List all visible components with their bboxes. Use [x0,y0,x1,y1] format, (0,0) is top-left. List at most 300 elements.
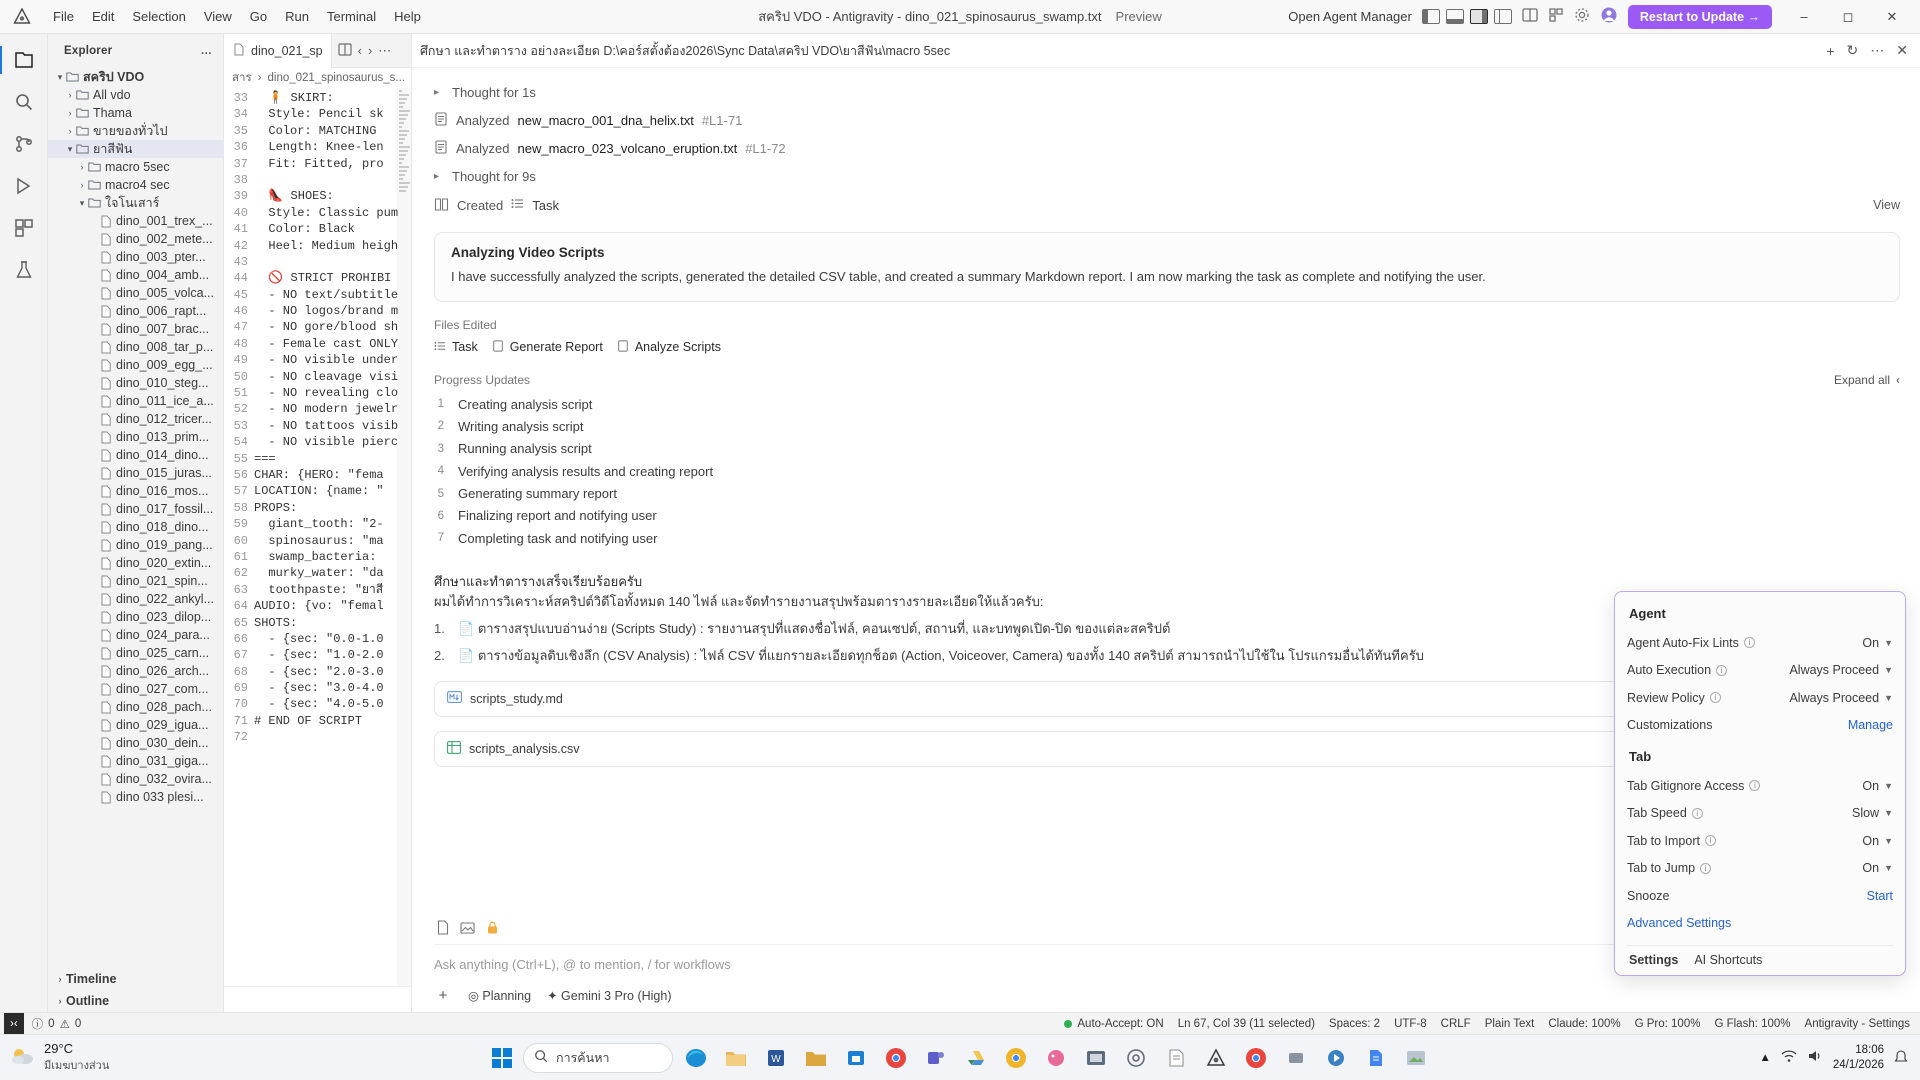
toggle-secondary-sidebar-icon[interactable] [1470,9,1488,24]
tree-item[interactable] [48,320,223,338]
taskbar-search[interactable] [523,1043,673,1073]
volume-icon[interactable] [1807,1049,1823,1066]
code-line[interactable]: LOCATION: {name: " [254,484,384,499]
setting-customizations[interactable] [1627,712,1893,740]
chevron-down-icon[interactable]: ▼ [1884,637,1893,648]
extensions-icon[interactable] [1548,7,1564,26]
code-line[interactable]: - NO text/subtitle [254,287,399,302]
menu-file[interactable]: File [53,8,74,24]
tree-item-label: dino_020_extin... [116,556,212,570]
tree-item[interactable] [48,500,223,518]
analyzed-row[interactable] [434,106,1900,134]
info-icon[interactable]: i [1692,808,1703,819]
menu-view[interactable]: View [203,8,232,24]
status-bar-left [0,1013,81,1035]
agent-chat-panel [412,34,1920,1012]
chevron-right-icon: ▸ [434,86,440,98]
taskbar-app-docs[interactable] [1359,1041,1393,1075]
code-line[interactable]: - {sec: "4.0-5.0 [254,697,384,712]
encoding[interactable]: UTF-8 [1394,1017,1427,1030]
code-content[interactable] [254,88,411,986]
file-chip[interactable] [617,340,721,355]
code-line[interactable] [254,254,411,270]
advanced-settings-row[interactable] [1627,910,1893,938]
snooze-start-link[interactable]: Start [1866,888,1893,903]
settings-section-tab: Tab [1629,749,1652,764]
tree-item[interactable] [48,608,223,626]
info-icon[interactable]: i [1700,863,1711,874]
auto-accept-status[interactable] [1064,1018,1163,1030]
progress-item[interactable] [434,460,1900,482]
progress-item[interactable] [434,505,1900,527]
toggle-panel-icon[interactable] [1446,9,1464,24]
tree-item-label: dino_010_steg... [116,376,209,390]
activity-explorer-icon[interactable] [0,40,48,80]
file-icon [100,215,112,228]
tray-chevron-icon[interactable]: ▲ [1759,1051,1771,1064]
analyzed-file-name[interactable]: new_macro_001_dna_helix.txt [517,112,694,128]
gflash-quota[interactable]: G Flash: 100% [1714,1017,1791,1030]
code-line[interactable]: murky_water: "da [254,566,384,581]
file-icon [100,467,112,480]
chevron-down-icon[interactable]: ▼ [1884,863,1893,874]
code-line[interactable]: - NO revealing clo [254,386,399,401]
split-editor-right-icon[interactable] [338,43,352,59]
activity-run-debug-icon[interactable] [0,166,48,206]
tree-item[interactable] [48,68,223,86]
tree-item-label: dino_005_volca... [116,286,214,300]
taskbar-app-capture[interactable] [1079,1041,1113,1075]
toggle-primary-sidebar-icon[interactable] [1422,9,1440,24]
explorer-section[interactable] [48,990,223,1012]
tree-item[interactable] [48,392,223,410]
activity-search-icon[interactable] [0,82,48,122]
tree-item[interactable] [48,374,223,392]
explorer-section[interactable] [48,968,223,990]
tree-item[interactable] [48,356,223,374]
code-line[interactable]: CHAR: {HERO: "fema [254,467,384,482]
tab-ai-shortcuts[interactable]: AI Shortcuts [1694,953,1763,967]
code-line[interactable]: - Female cast ONLY [254,336,399,351]
editor-forward-icon[interactable]: › [367,43,373,58]
taskbar-app-edge[interactable] [679,1041,713,1075]
line-number: 38 [233,172,248,187]
tree-item[interactable] [48,662,223,680]
setting-agent-auto-fix-lints[interactable] [1627,629,1893,657]
code-line[interactable]: Length: Knee-len [254,140,384,155]
tree-item[interactable] [48,176,223,194]
line-number: 41 [233,222,248,237]
progress-item[interactable] [434,415,1900,437]
tree-item[interactable] [48,122,223,140]
tree-item-label: ใจโนเสาร์ [105,196,160,210]
window-controls [1782,0,1914,33]
chevron-down-icon[interactable]: ▼ [1884,780,1893,791]
chevron-right-icon[interactable]: › [80,180,84,190]
tree-item[interactable] [48,572,223,590]
weather-widget[interactable] [0,1041,200,1074]
code-line[interactable]: - NO gore/blood sh [254,320,399,335]
created-task-row[interactable] [434,190,1900,220]
progress-item[interactable] [434,393,1900,415]
progress-item[interactable] [434,527,1900,549]
code-line[interactable] [254,172,411,188]
tree-item[interactable] [48,140,223,158]
tree-item[interactable] [48,590,223,608]
chat-more-icon[interactable]: ⋯ [1870,42,1885,58]
file-icon [100,701,112,714]
tree-item-label: ยาสีฟัน [93,142,133,156]
status-dot-icon [1064,1020,1072,1028]
notification-icon[interactable] [1894,1049,1908,1067]
setting-tab-to-jump[interactable] [1627,855,1893,883]
setting-tab-speed[interactable] [1627,800,1893,828]
tree-item[interactable] [48,554,223,572]
tree-item[interactable] [48,536,223,554]
indentation[interactable]: Spaces: 2 [1328,1017,1381,1030]
restart-to-update-button[interactable]: Restart to Update → [1628,5,1772,29]
tree-item[interactable] [48,158,223,176]
summary-list-body: ตารางข้อมูลดิบเชิงลึก (CSV Analysis) : ไฟล์ CSV ที่แยกรายละเอียดทุกช็อต (Action, Voiceover, Camera) ของทั้ง 140 สคริปต์ สามารถนำไปใช้ใน โปรแกรมอื่นได้ทันทีครับ [477,647,1424,663]
close-button[interactable]: ✕ [1886,8,1898,24]
network-icon[interactable] [1781,1049,1797,1066]
progress-text: Writing analysis script [458,418,584,434]
document-icon [492,340,504,355]
code-line[interactable]: # END OF SCRIPT [254,713,363,728]
code-line[interactable]: toothpaste: "ยาสี [254,582,384,597]
progress-label: Progress Updates [434,372,531,387]
tree-item[interactable] [48,302,223,320]
settings-divider [1627,739,1893,745]
layout-toggles [1422,9,1512,24]
tree-item[interactable] [48,410,223,428]
claude-quota[interactable]: Claude: 100% [1548,1017,1621,1030]
tree-item-label: dino_008_tar_p... [116,340,214,354]
add-context-button[interactable]: + [438,986,448,1004]
lock-icon[interactable] [485,920,500,938]
manage-link[interactable]: Manage [1847,718,1893,733]
file-chip[interactable] [492,340,603,355]
code-line[interactable]: Style: Pencil sk [254,107,384,122]
tree-item[interactable] [48,788,223,806]
tree-item[interactable] [48,698,223,716]
taskbar-app-photos[interactable] [1399,1041,1433,1075]
menu-terminal[interactable]: Terminal [327,8,377,24]
editor-more-icon[interactable]: ⋯ [378,42,392,58]
breadcrumb-root[interactable]: สาร [232,72,252,84]
explorer-more-icon[interactable]: … [200,45,213,57]
settings-popover[interactable] [1614,591,1906,976]
task-icon [434,340,446,355]
info-icon[interactable]: i [1710,692,1721,703]
chevron-right-icon[interactable]: › [58,974,62,984]
tab-settings[interactable]: Settings [1629,953,1679,967]
setting-snooze[interactable] [1627,882,1893,910]
customize-layout-icon[interactable] [1494,9,1512,24]
taskbar-app-teams[interactable] [919,1041,953,1075]
history-icon[interactable]: ↻ [1846,42,1859,58]
taskbar-app-antigravity[interactable] [1199,1041,1233,1075]
cloud-icon [10,1046,36,1069]
code-line[interactable]: 🧍 SKIRT: [254,91,334,105]
file-icon [100,755,112,768]
preview-label[interactable]: Preview [1115,9,1162,24]
model-selector[interactable] [547,988,671,1003]
tree-item[interactable] [48,482,223,500]
tree-item[interactable] [48,86,223,104]
code-line[interactable]: 🚫 STRICT PROHIBI [254,271,392,286]
tree-item[interactable] [48,338,223,356]
tree-item[interactable] [48,104,223,122]
new-file-icon[interactable] [436,920,450,938]
chevron-right-icon[interactable]: › [80,162,84,172]
tree-item[interactable] [48,518,223,536]
editor-tab-label: dino_021_sp [251,43,323,58]
minimap-line [399,174,405,176]
image-icon[interactable] [460,921,475,938]
tree-item[interactable] [48,284,223,302]
info-icon[interactable]: i [1749,780,1760,791]
account-icon[interactable] [1600,6,1618,27]
tree-item[interactable] [48,770,223,788]
info-icon[interactable]: i [1705,835,1716,846]
tree-item[interactable] [48,680,223,698]
editor-footer [224,986,411,1012]
folder-icon [88,161,101,173]
taskbar-app-notes[interactable] [1159,1041,1193,1075]
activity-extensions-icon[interactable] [0,208,48,248]
breadcrumb-file[interactable]: dino_021_spinosaurus_s... [267,72,405,84]
analyzed-file-ref: #L1-72 [745,140,786,156]
taskbar-app-chrome2[interactable] [999,1041,1033,1075]
line-number: 62 [233,566,248,581]
code-line[interactable]: Color: Black [254,222,355,237]
code-line[interactable]: - NO cleavage visi [254,369,399,384]
code-line[interactable]: - {sec: "0.0-1.0 [254,631,384,646]
code-line[interactable]: PROPS: [254,500,298,515]
taskbar-app-word[interactable] [759,1041,793,1075]
taskbar-app-explorer2[interactable] [799,1041,833,1075]
code-line[interactable]: - NO modern jewelr [254,402,399,417]
problems-indicator[interactable] [32,1016,82,1032]
tree-item[interactable] [48,464,223,482]
code-line[interactable]: 👠 SHOES: [254,189,334,204]
chevron-right-icon[interactable]: › [68,108,72,118]
chevron-down-icon[interactable]: ▼ [1884,692,1893,703]
chevron-right-icon[interactable]: › [58,996,62,1006]
code-line[interactable]: - NO tattoos visib [254,418,399,433]
thought-row[interactable] [434,162,1900,190]
tree-item[interactable] [48,248,223,266]
antigravity-settings[interactable]: Antigravity - Settings [1804,1017,1910,1030]
code-line[interactable]: - {sec: "2.0-3.0 [254,664,384,679]
minimap-line [399,154,406,156]
created-task-name[interactable]: Task [532,197,559,213]
file-icon [100,629,112,642]
tree-item-label: สคริป VDO [83,70,145,84]
code-line[interactable]: - NO visible pierc [254,435,399,450]
tree-item[interactable] [48,266,223,284]
thought-row[interactable] [434,78,1900,106]
file-icon [100,575,112,588]
file-chip[interactable] [434,340,478,355]
setting-tab-gitignore-access[interactable] [1627,772,1893,800]
split-editor-icon[interactable] [1522,8,1538,25]
minimap-line [399,162,402,164]
maximize-button[interactable]: ◻ [1842,8,1854,24]
tree-item-label: dino_017_fossil... [116,502,214,516]
code-line[interactable]: Heel: Medium heigh [254,238,399,253]
breadcrumb[interactable] [224,68,411,88]
taskbar-app-paint[interactable] [1039,1041,1073,1075]
activity-testing-icon[interactable] [0,250,48,290]
editor-back-icon[interactable]: ‹ [357,43,362,58]
taskbar-app-tools[interactable] [1279,1041,1313,1075]
code-line[interactable]: === [254,451,276,466]
file-icon [100,395,112,408]
tree-item[interactable] [48,752,223,770]
tree-item[interactable] [48,428,223,446]
setting-tab-to-import[interactable] [1627,827,1893,855]
eol[interactable]: CRLF [1440,1017,1471,1030]
setting-value: On [1862,635,1880,650]
code-line[interactable]: Fit: Fitted, pro [254,156,384,171]
menu-help[interactable]: Help [394,8,421,24]
setting-auto-execution[interactable] [1627,657,1893,685]
progress-item[interactable] [434,438,1900,460]
progress-header [434,373,1900,387]
clock[interactable] [1833,1043,1884,1072]
tree-item[interactable] [48,644,223,662]
taskbar-app-media[interactable] [1319,1041,1353,1075]
tree-item-label: dino_022_ankyl... [116,592,214,606]
close-chat-icon[interactable]: ✕ [1896,42,1908,58]
tree-item-label: dino_015_juras... [116,466,212,480]
chevron-down-icon[interactable]: ▼ [1884,665,1893,676]
tree-item[interactable] [48,212,223,230]
analyzed-file-ref: #L1-71 [701,112,743,128]
view-link[interactable]: View [1873,198,1900,212]
tree-item[interactable] [48,446,223,464]
progress-text: Creating analysis script [458,396,593,412]
taskbar-app-store[interactable] [839,1041,873,1075]
expand-all-button[interactable] [1834,373,1900,387]
menu-selection[interactable]: Selection [132,8,186,24]
summary-title: ศึกษาและทำตารางเสร็จเรียบร้อยครับ [434,573,643,589]
analyzed-file-name[interactable]: new_macro_023_volcano_eruption.txt [517,140,738,156]
setting-label: Auto Execution [1627,663,1712,678]
tree-item[interactable] [48,230,223,248]
chevron-down-icon[interactable]: ▾ [67,143,73,154]
app-logo-icon [0,8,44,26]
code-editor[interactable] [224,88,411,986]
tree-item-label: ขายของทั่วไป [93,124,168,138]
compass-icon: ◎ [468,988,479,1003]
analyzed-prefix: Analyzed [456,140,510,156]
code-line[interactable]: - NO visible under [254,353,399,368]
code-line[interactable]: SHOTS: [254,615,298,630]
open-agent-manager-button[interactable]: Open Agent Manager [1288,9,1412,24]
code-line[interactable]: giant_tooth: "2- [254,517,384,532]
tree-item[interactable] [48,626,223,644]
progress-index: 5 [437,487,444,500]
editor-tab-active[interactable] [224,34,332,68]
files-edited-label: Files Edited [434,317,497,332]
gpro-quota[interactable]: G Pro: 100% [1634,1017,1701,1030]
menu-run[interactable]: Run [285,8,309,24]
line-number: 34 [233,107,248,122]
start-button-icon[interactable] [487,1043,517,1073]
taskbar-app-chrome[interactable] [879,1041,913,1075]
code-line[interactable] [254,729,411,745]
analysis-card-title: Analyzing Video Scripts [451,245,605,260]
tree-item[interactable] [48,194,223,212]
code-line[interactable]: - {sec: "3.0-4.0 [254,681,384,696]
explorer-tree[interactable] [48,68,223,968]
mode-selector[interactable] [468,988,531,1003]
code-line[interactable]: swamp_bacteria: [254,549,377,564]
minimap-line [399,178,403,180]
code-line[interactable]: - {sec: "1.0-2.0 [254,648,384,663]
chevron-down-icon[interactable]: ▾ [57,71,63,82]
tree-item-label: dino_026_arch... [116,664,210,678]
code-line[interactable]: - NO logos/brand m [254,304,399,319]
minimap[interactable] [397,88,411,986]
info-icon[interactable]: i [1716,665,1727,676]
composer-input[interactable]: Ask anything (Ctrl+L), @ to mention, / for workflows [434,957,731,972]
file-icon [100,449,112,462]
cursor-position[interactable]: Ln 67, Col 39 (11 selected) [1177,1017,1315,1030]
tree-item[interactable] [48,716,223,734]
code-line[interactable]: Color: MATCHING [254,123,377,138]
gear-icon[interactable] [1574,7,1590,26]
minimap-line [399,118,406,120]
menu-edit[interactable]: Edit [91,8,115,24]
analyzed-row[interactable] [434,134,1900,162]
setting-review-policy[interactable] [1627,684,1893,712]
info-icon[interactable]: i [1744,637,1755,648]
chevron-down-icon[interactable]: ▼ [1884,835,1893,846]
taskbar-app-files[interactable] [719,1041,753,1075]
menu-go[interactable]: Go [249,8,268,24]
chevron-right-icon[interactable]: › [68,90,72,100]
taskbar-search-placeholder: การค้นหา [556,1050,610,1065]
taskbar-app-drive[interactable] [959,1041,993,1075]
search-icon [534,1049,548,1066]
activity-source-control-icon[interactable] [0,124,48,164]
language-mode[interactable]: Plain Text [1484,1017,1535,1030]
taskbar-app-settings[interactable] [1119,1041,1153,1075]
chevron-down-icon[interactable]: ▾ [79,197,85,208]
tree-item[interactable] [48,734,223,752]
progress-item[interactable] [434,482,1900,504]
chevron-right-icon[interactable]: › [68,126,72,136]
remote-indicator[interactable]: ›‹ [4,1013,24,1035]
summary-body: ผมได้ทำการวิเคราะห์สคริปต์วิดีโอทั้งหมด 140 ไฟล์ และจัดทำรายงานสรุปพร้อมตารางรายละเอียดให้แล้วครับ: [434,594,1044,610]
line-number: 39 [233,189,248,204]
minimap-line [399,122,404,124]
taskbar-app-chrome3[interactable] [1239,1041,1273,1075]
code-line[interactable]: spinosaurus: "ma [254,533,384,548]
code-line[interactable]: AUDIO: {vo: "femal [254,599,384,614]
chevron-down-icon[interactable]: ▼ [1884,808,1893,819]
code-line[interactable]: Style: Classic pum [254,205,399,220]
new-chat-icon[interactable]: + [1826,42,1835,59]
warning-icon: ⚠ [59,1018,70,1031]
advanced-settings-link[interactable]: Advanced Settings [1627,916,1732,931]
minimize-button[interactable]: – [1800,9,1808,24]
line-number: 57 [233,484,248,499]
